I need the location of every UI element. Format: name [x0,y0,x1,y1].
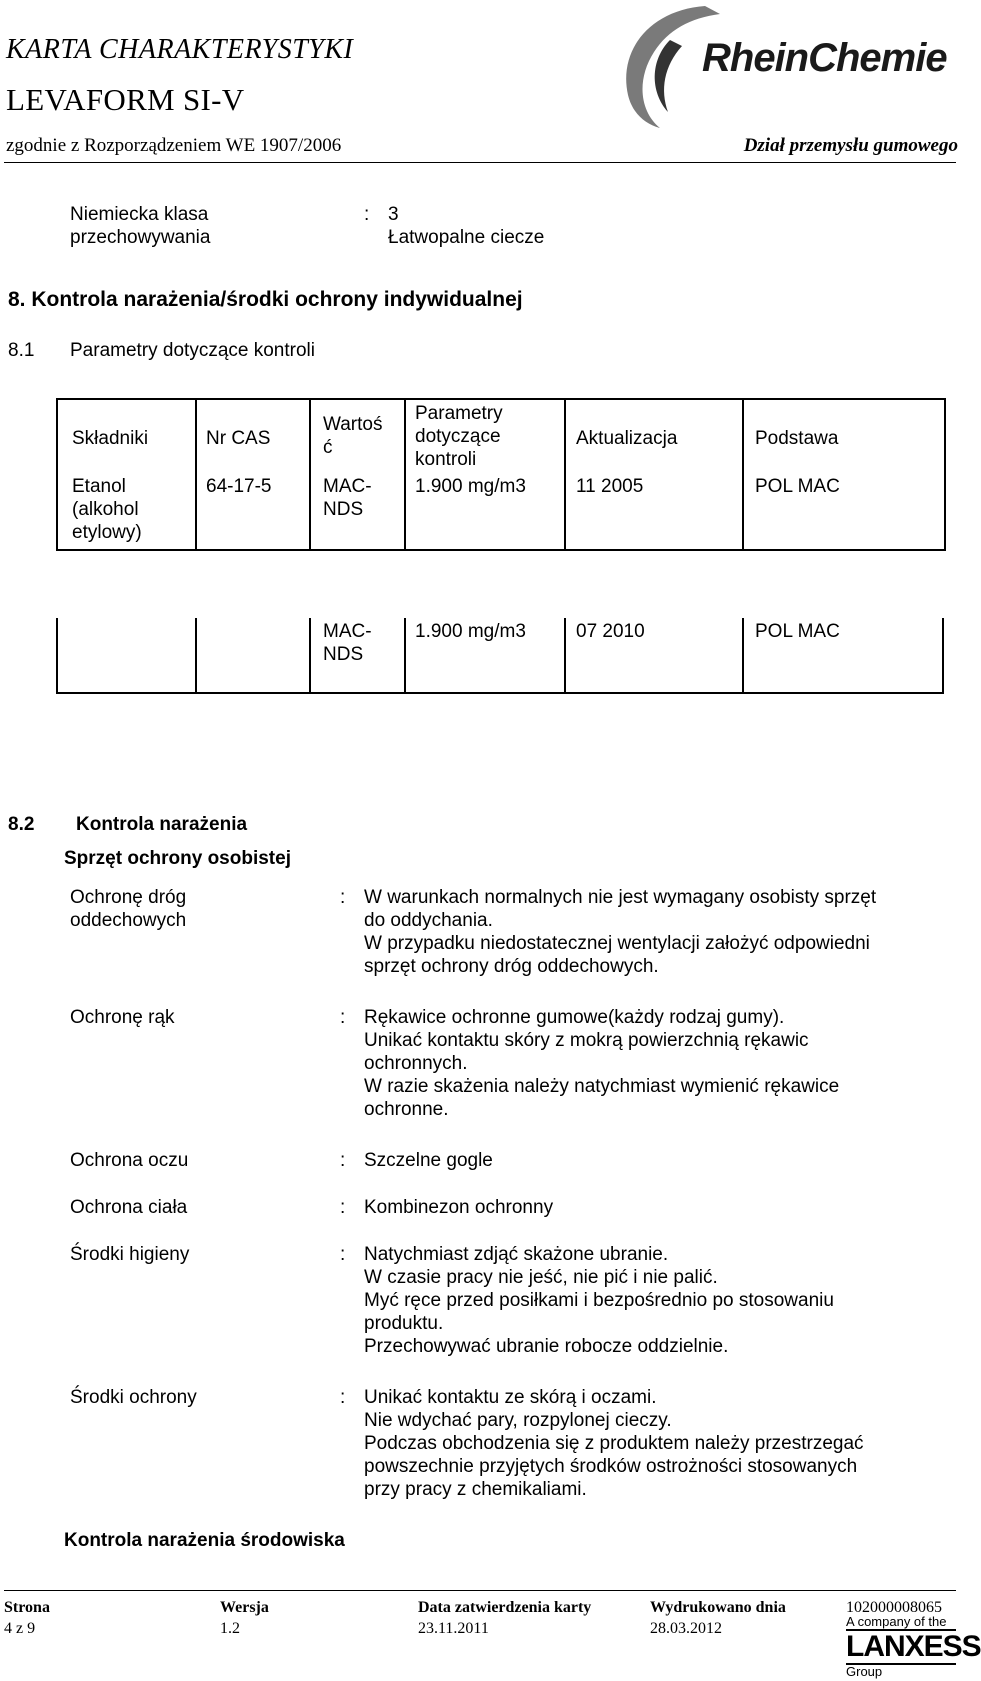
ppe-heading: Sprzęt ochrony osobistej [64,848,291,869]
table-divider [56,692,944,694]
table-divider [942,618,944,694]
cell-substance-name: Etanol [72,476,126,497]
ppe-label-respiratory: Ochronę dróg oddechowych [70,887,187,931]
col-header-wartosc-cont: ć [323,437,333,458]
cell-substance-name-cont: (alkohol [72,499,139,520]
col-header-podstawa: Podstawa [755,428,839,449]
cell-value-type: MAC- [323,621,372,642]
cell-value-type-cont: NDS [323,644,364,665]
col-header-parametry-cont2: kontroli [415,449,477,470]
table-divider [742,618,744,694]
footer-page-label: Strona [4,1599,50,1616]
rheinchemie-logo: RheinChemie [702,36,947,80]
ppe-value-protective-measures: Unikać kontaktu ze skórą i oczami. Nie wdychać pary, rozpylonej cieczy. Podczas obchodzenia się z produktem należy przestrzegać powszechnie przyjętych środków ostrożności stosowanych przy pracy z chemikaliami. [364,1387,864,1500]
table-divider [309,618,311,694]
footer-printed-value: 28.03.2012 [650,1620,722,1637]
table-divider [742,398,744,549]
table-divider [195,618,197,694]
table-divider [309,398,311,549]
table-divider [56,618,58,694]
subsection-8-2-number: 8.2 [8,814,35,835]
ppe-value-body: Kombinezon ochronny [364,1197,554,1218]
footer-approved-value: 23.11.2011 [418,1620,489,1637]
storage-colon: : [364,204,370,225]
ppe-value-respiratory: W warunkach normalnych nie jest wymagany osobisty sprzęt do oddychania. W przypadku niedostatecznej wentylacji założyć odpowiedni sprzęt ochrony dróg oddechowych. [364,887,877,977]
storage-class-value: 3 [388,204,399,225]
table-divider [404,398,406,549]
section-8-title: 8. Kontrola narażenia/środki ochrony indywidualnej [8,288,523,311]
storage-class-label: Niemiecka klasa przechowywania [70,204,211,248]
ppe-value-hands: Rękawice ochronne gumowe(każdy rodzaj gumy). Unikać kontaktu skóry z mokrą powierzchnią rękawic ochronnych. W razie skażenia należy natychmiast wymienić rękawice ochronne. [364,1007,840,1120]
ppe-colon: : [340,1244,346,1265]
col-header-skladniki: Składniki [72,428,149,449]
table-divider [404,618,406,694]
environmental-exposure-heading: Kontrola narażenia środowiska [64,1530,345,1551]
table-divider [564,398,566,549]
footer-version-label: Wersja [220,1599,269,1616]
table-divider [564,618,566,694]
lanxess-group: Group [846,1664,883,1679]
lanxess-logo: LANXESS [846,1630,981,1663]
cell-value-type: MAC- [323,476,372,497]
ppe-colon: : [340,1387,346,1408]
document-type: KARTA CHARAKTERYSTYKI [6,34,354,65]
footer-version-value: 1.2 [220,1620,240,1637]
col-header-wartosc: Wartoś [323,414,383,435]
header-divider [4,162,956,163]
col-header-nr-cas: Nr CAS [206,428,271,449]
subsection-8-1-title: Parametry dotyczące kontroli [70,340,315,361]
ppe-label-eyes: Ochrona oczu [70,1150,189,1171]
footer-printed-label: Wydrukowano dnia [650,1599,786,1616]
cell-value-type-cont: NDS [323,499,364,520]
lanxess-tagline: A company of the [846,1614,947,1629]
ppe-label-protective-measures: Środki ochrony [70,1387,197,1408]
table-divider [195,398,197,549]
ppe-label-hygiene: Środki higieny [70,1244,190,1265]
footer-divider [4,1590,956,1591]
cell-substance-name-cont2: etylowy) [72,522,142,543]
col-header-aktualizacja: Aktualizacja [576,428,678,449]
regulation-text: zgodnie z Rozporządzeniem WE 1907/2006 [6,135,342,156]
cell-cas-number: 64-17-5 [206,476,272,497]
subsection-8-2-title: Kontrola narażenia [76,814,248,835]
product-name: LEVAFORM SI-V [6,82,245,117]
division-text: Dział przemysłu gumowego [743,135,958,156]
ppe-colon: : [340,1197,346,1218]
ppe-value-eyes: Szczelne gogle [364,1150,493,1171]
footer-approved-label: Data zatwierdzenia karty [418,1599,592,1616]
cell-update: 11 2005 [576,476,644,497]
footer-page-value: 4 z 9 [4,1620,36,1637]
subsection-8-1-number: 8.1 [8,340,35,361]
ppe-colon: : [340,887,346,908]
ppe-colon: : [340,1007,346,1028]
ppe-colon: : [340,1150,346,1171]
cell-update: 07 2010 [576,621,645,642]
col-header-parametry-cont: dotyczące [415,426,501,447]
cell-basis: POL MAC [755,476,840,497]
storage-class-text: Łatwopalne ciecze [388,227,545,248]
cell-basis: POL MAC [755,621,840,642]
ppe-label-hands: Ochronę rąk [70,1007,175,1028]
footer-document-number: 102000008065 [846,1599,942,1616]
cell-control-param: 1.900 mg/m3 [415,621,526,642]
ppe-value-hygiene: Natychmiast zdjąć skażone ubranie. W czasie pracy nie jeść, nie pić i nie palić. Myć ręce przed posiłkami i bezpośrednio po stosowaniu produktu. Przechowywać ubranie robocze oddzielnie. [364,1244,834,1357]
col-header-parametry: Parametry [415,403,503,424]
ppe-label-body: Ochrona ciała [70,1197,188,1218]
cell-control-param: 1.900 mg/m3 [415,476,526,497]
